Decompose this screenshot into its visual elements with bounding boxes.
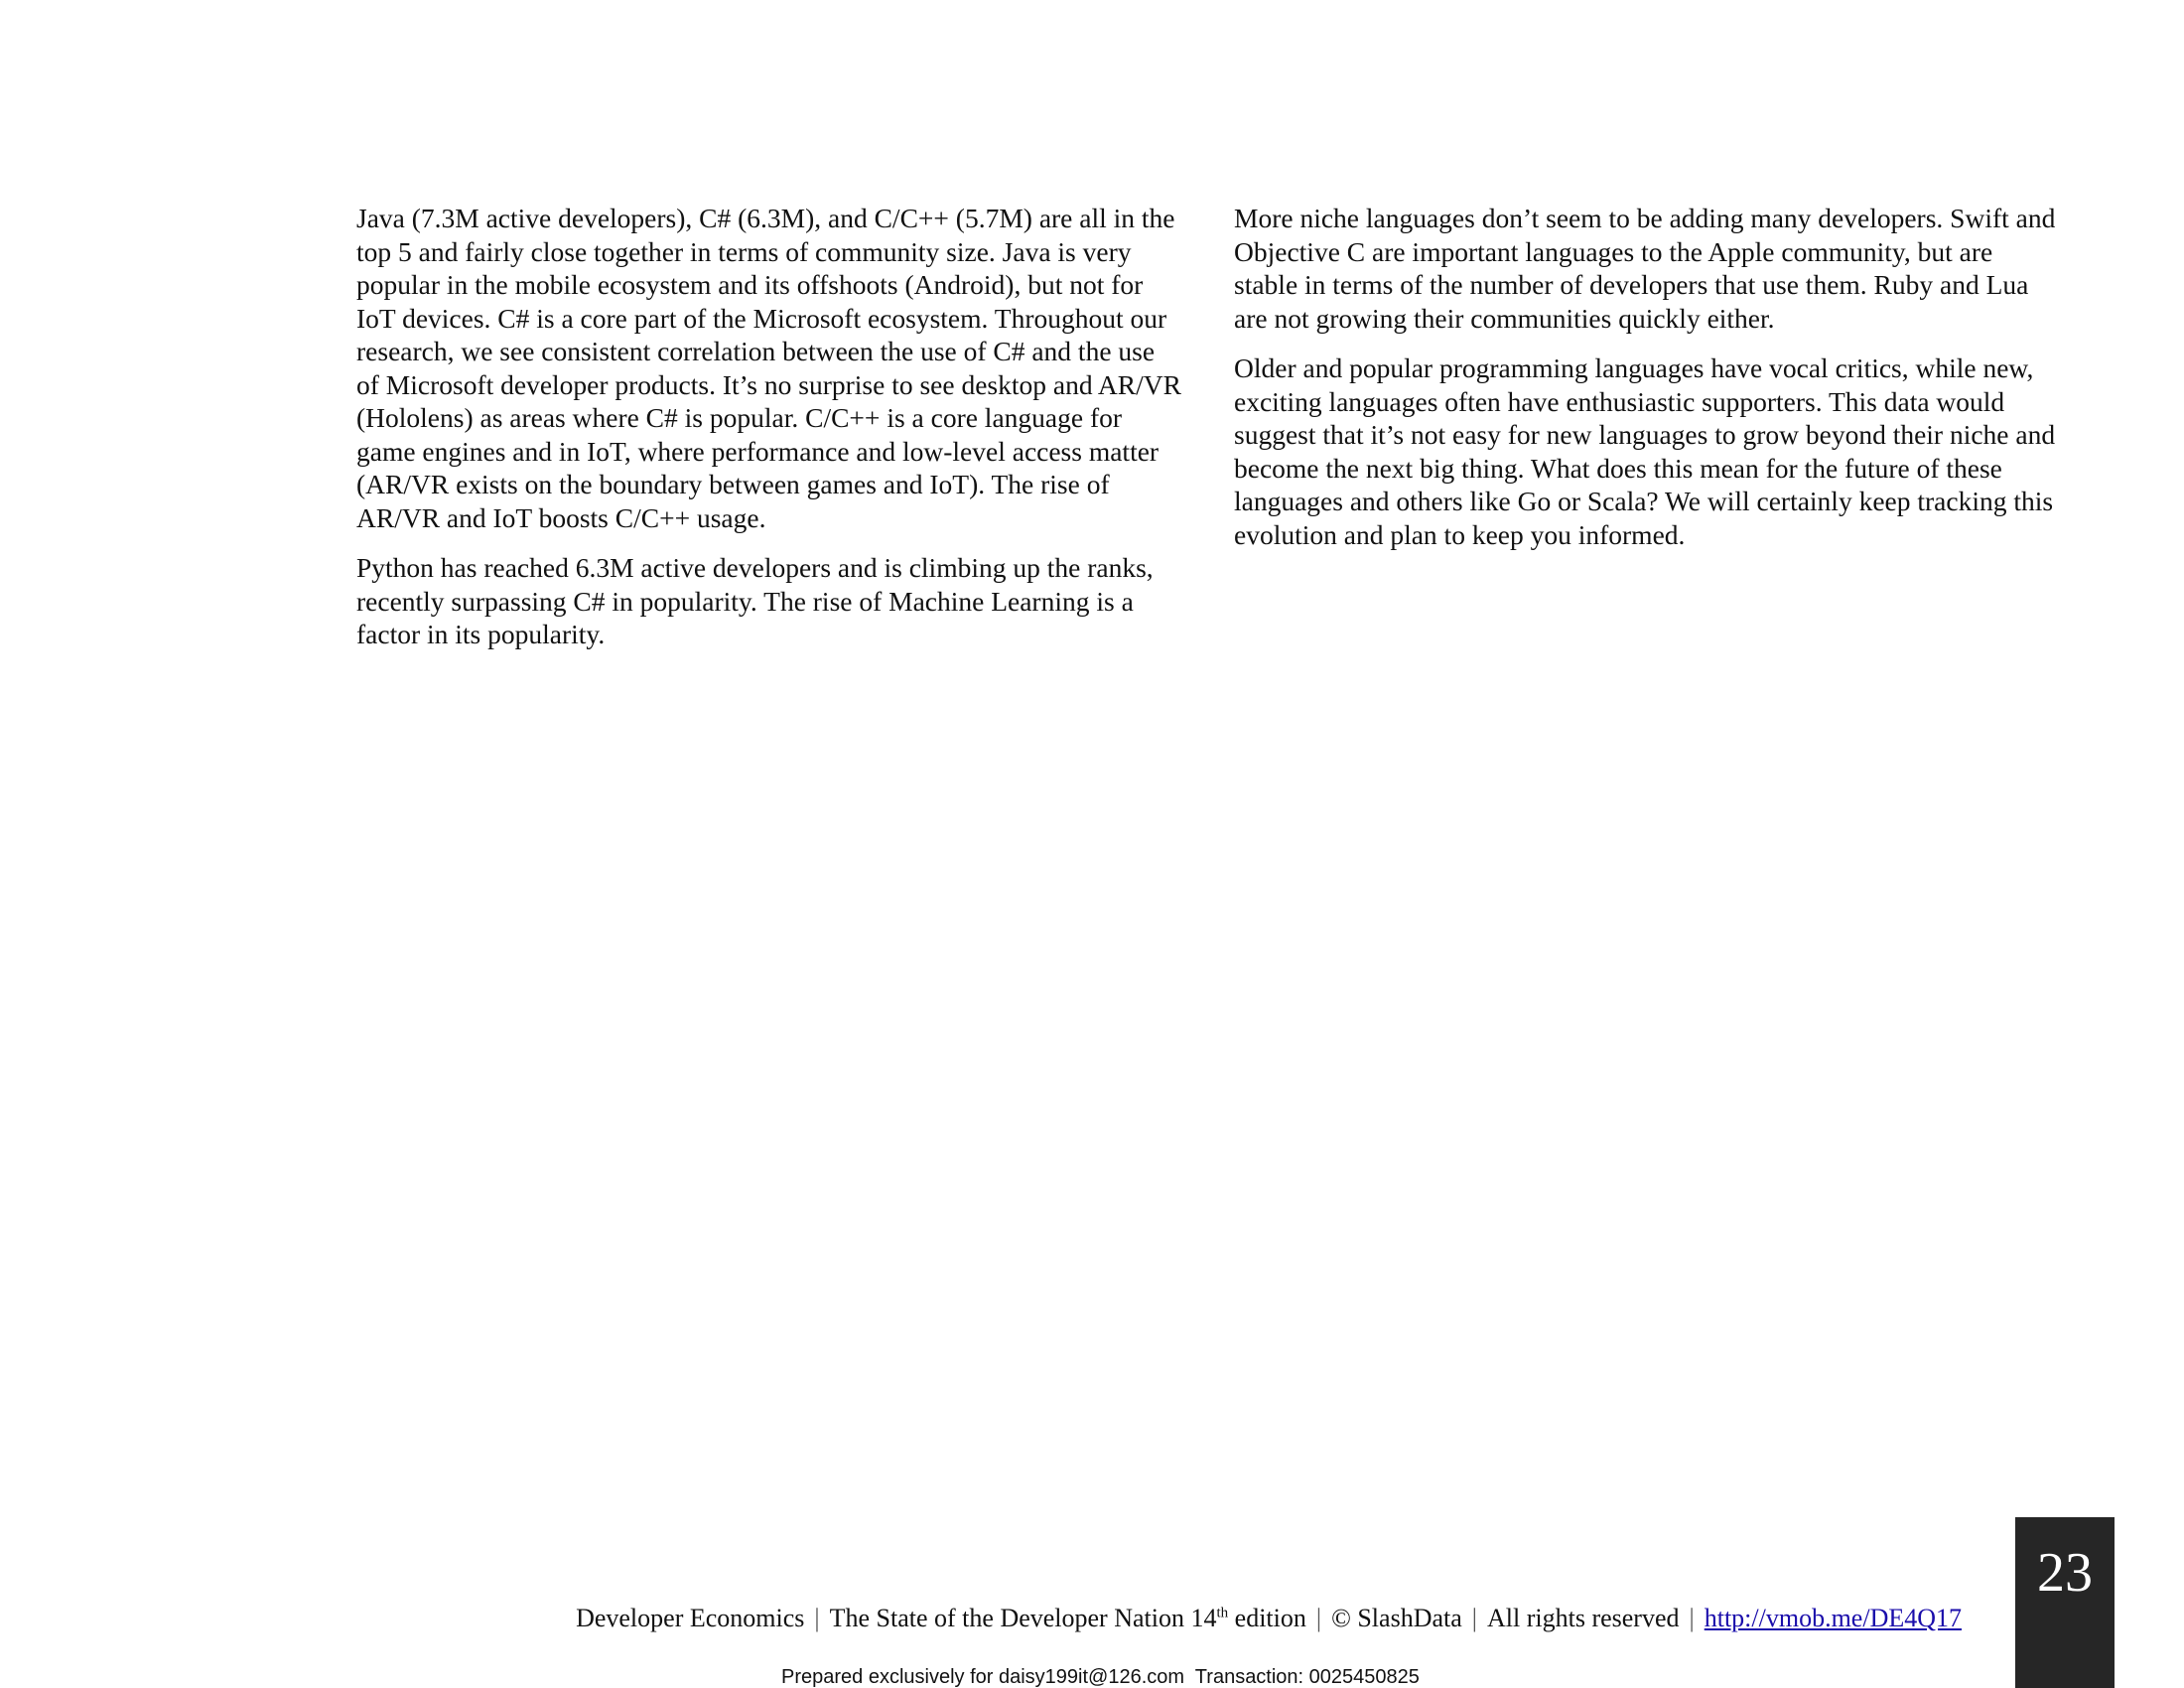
footer-rights: All rights reserved	[1487, 1604, 1680, 1632]
footer-report-title: The State of the Developer Nation 14th edition	[829, 1604, 1306, 1632]
paragraph-niche-languages: More niche languages don’t seem to be adding many developers. Swift and Objective C are important languages to the Apple community, but are stable in terms of the number of developers that use them. Ruby and Lua are not growing their communities quickly either.	[1234, 203, 2056, 334]
left-text-column	[356, 202, 1183, 668]
footer-separator: |	[1689, 1604, 1695, 1632]
footer-copyright: © SlashData	[1331, 1604, 1462, 1632]
footer-separator: |	[814, 1604, 820, 1632]
page-number: 23	[2037, 1542, 2093, 1604]
footer-separator: |	[1471, 1604, 1477, 1632]
footer-edition-suffix: th	[1216, 1605, 1229, 1621]
footer-link[interactable]: http://vmob.me/DE4Q17	[1704, 1604, 1962, 1632]
page-number-box	[2015, 1517, 2115, 1688]
page-footer	[0, 1604, 1962, 1633]
right-text-column	[1234, 202, 2063, 568]
paragraph-python: Python has reached 6.3M active developers and is climbing up the ranks, recently surpassing C# in popularity. The rise of Machine Learning is a factor in its popularity.	[356, 552, 1154, 649]
paragraph-older-languages: Older and popular programming languages have vocal critics, while new, exciting languages often have enthusiastic supporters. This data would suggest that it’s not easy for new languages to grow beyond their niche and become the next big thing. What does this mean for the future of these languages and others like Go or Scala? We will certainly keep tracking this evolution and plan to keep you informed.	[1234, 352, 2056, 550]
paragraph-java-csharp-cpp: Java (7.3M active developers), C# (6.3M), and C/C++ (5.7M) are all in the top 5 and fairly close together in terms of community size. Java is very popular in the mobile ecosystem and its offshoots (Android), but not for IoT devices. C# is a core part of the Microsoft ecosystem. Throughout our research, we see consistent correlation between the use of C# and the use of Microsoft developer products. It’s no surprise to see desktop and AR/VR (Hololens) as areas where C# is popular. C/C++ is a core language for game engines and in IoT, where performance and low-level access matter (AR/VR exists on the boundary between games and IoT). The rise of AR/VR and IoT boosts C/C++ usage.	[356, 203, 1181, 533]
footer-separator: |	[1315, 1604, 1322, 1632]
prepared-for-notice: Prepared exclusively for daisy199it@126.com Transaction: 0025450825	[781, 1666, 1420, 1688]
footer-brand: Developer Economics	[576, 1604, 805, 1632]
